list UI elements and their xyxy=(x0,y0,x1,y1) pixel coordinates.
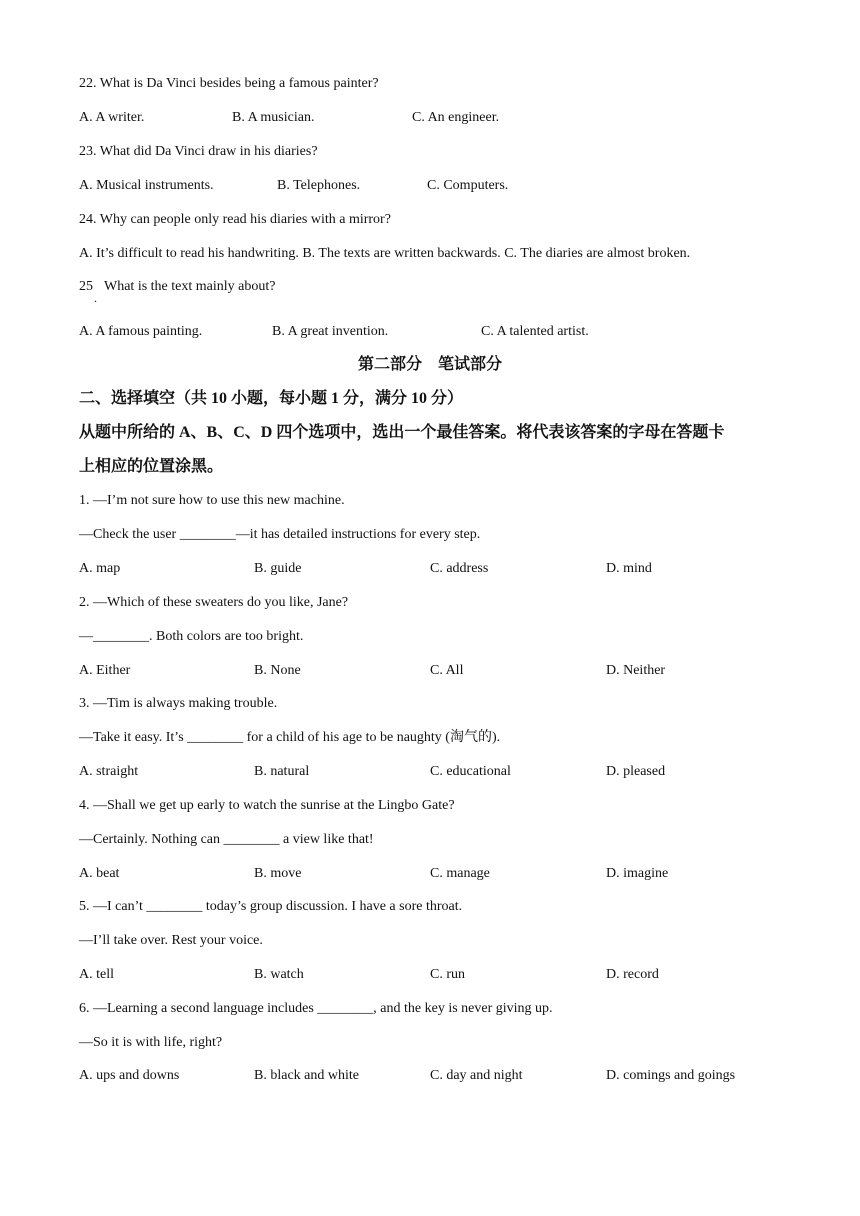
question-23-stem: 23. What did Da Vinci draw in his diaries? xyxy=(79,144,318,159)
question-5-option-b: B. watch xyxy=(254,967,304,982)
instructions-line-2: 上相应的位置涂黑。 xyxy=(79,458,224,475)
question-3-option-a: A. straight xyxy=(79,764,139,779)
question-2-option-d: D. Neither xyxy=(606,663,666,678)
question-6-line-2: —So it is with life, right? xyxy=(79,1035,223,1050)
question-6-line-1: 6. —Learning a second language includes ________, and the key is never giving up. xyxy=(79,1001,553,1016)
question-1-line-2: —Check the user ________—it has detailed instructions for every step. xyxy=(79,527,481,542)
question-25-option-b: B. A great invention. xyxy=(272,324,389,339)
question-5-line-1: 5. —I can’t ________ today’s group discussion. I have a sore throat. xyxy=(79,899,463,914)
question-2-option-b: B. None xyxy=(254,663,301,678)
question-4-option-c: C. manage xyxy=(430,866,490,881)
question-23-option-a: A. Musical instruments. xyxy=(79,178,214,193)
question-4-option-a: A. beat xyxy=(79,866,120,881)
question-23-option-b: B. Telephones. xyxy=(277,178,361,193)
question-2-option-a: A. Either xyxy=(79,663,131,678)
question-4-line-2: —Certainly. Nothing can ________ a view like that! xyxy=(79,832,374,847)
question-24-stem: 24. Why can people only read his diaries with a mirror? xyxy=(79,212,391,227)
question-3-line-1: 3. —Tim is always making trouble. xyxy=(79,696,278,711)
question-1-option-b: B. guide xyxy=(254,561,302,576)
question-6-option-a: A. ups and downs xyxy=(79,1068,180,1083)
question-24-options: A. It’s difficult to read his handwriting. B. The texts are written backwards. C. The diaries are almost broken. xyxy=(79,246,691,261)
question-5-option-a: A. tell xyxy=(79,967,114,982)
question-2-line-1: 2. —Which of these sweaters do you like, Jane? xyxy=(79,595,349,610)
question-1-option-a: A. map xyxy=(79,561,121,576)
question-3-option-b: B. natural xyxy=(254,764,310,779)
question-6-option-c: C. day and night xyxy=(430,1068,523,1083)
question-5-option-c: C. run xyxy=(430,967,465,982)
question-2-line-2: —________. Both colors are too bright. xyxy=(79,629,304,644)
question-22-option-b: B. A musician. xyxy=(232,110,315,125)
question-2-option-c: C. All xyxy=(430,663,464,678)
question-25-stem: What is the text mainly about? xyxy=(104,279,276,294)
question-5-option-d: D. record xyxy=(606,967,659,982)
question-22-option-c: C. An engineer. xyxy=(412,110,500,125)
question-25-number: 25 xyxy=(79,279,93,294)
question-4-option-d: D. imagine xyxy=(606,866,669,881)
instructions-line-1: 从题中所给的 A、B、C、D 四个选项中，选出一个最佳答案。将代表该答案的字母在答题卡 xyxy=(79,424,725,441)
question-23-option-c: C. Computers. xyxy=(427,178,509,193)
question-6-option-d: D. comings and goings xyxy=(606,1068,736,1083)
section-title: 二、选择填空（共 10 小题，每小题 1 分，满分 10 分） xyxy=(79,390,464,407)
part-two-title: 第二部分 笔试部分 xyxy=(357,356,502,373)
question-3-line-2: —Take it easy. It’s ________ for a child of his age to be naughty (淘气的). xyxy=(79,730,501,745)
question-3-option-d: D. pleased xyxy=(606,764,666,779)
question-25-option-c: C. A talented artist. xyxy=(481,324,589,339)
question-1-option-d: D. mind xyxy=(606,561,652,576)
question-4-line-1: 4. —Shall we get up early to watch the sunrise at the Lingbo Gate? xyxy=(79,798,455,813)
question-3-option-c: C. educational xyxy=(430,764,511,779)
question-22-stem: 22. What is Da Vinci besides being a famous painter? xyxy=(79,76,379,91)
question-1-line-1: 1. —I’m not sure how to use this new machine. xyxy=(79,493,345,508)
question-6-option-b: B. black and white xyxy=(254,1068,359,1083)
question-1-option-c: C. address xyxy=(430,561,489,576)
question-22-option-a: A. A writer. xyxy=(79,110,145,125)
question-4-option-b: B. move xyxy=(254,866,302,881)
question-25-dot: . xyxy=(94,291,97,305)
question-25-option-a: A. A famous painting. xyxy=(79,324,203,339)
question-5-line-2: —I’ll take over. Rest your voice. xyxy=(79,933,263,948)
